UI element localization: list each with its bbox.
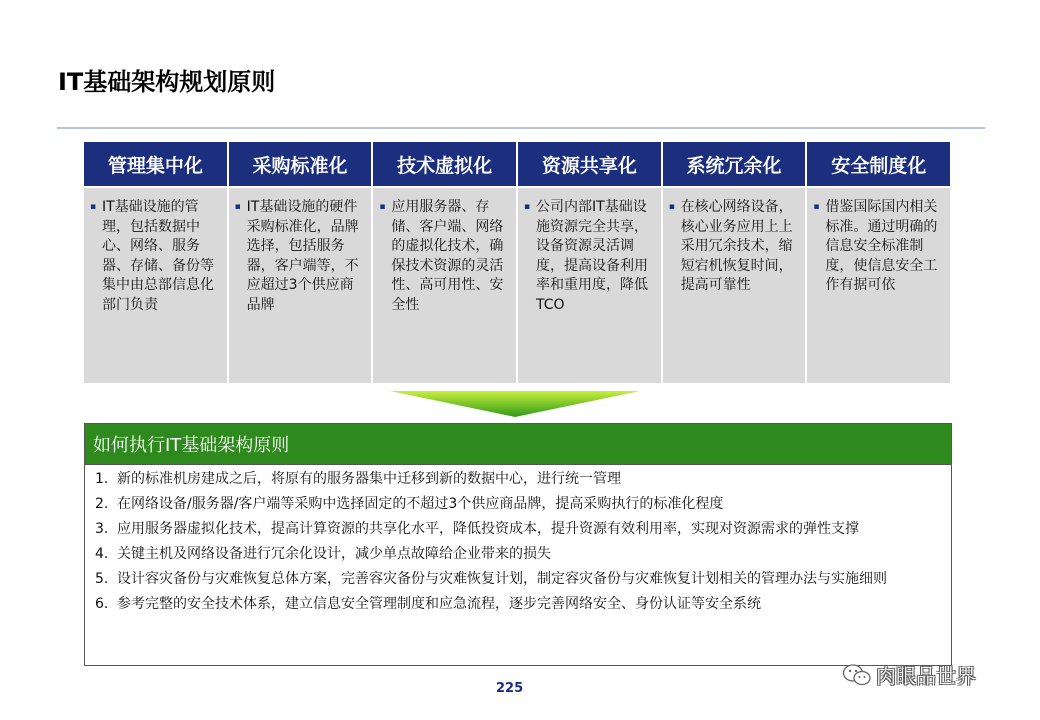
principle-column bbox=[373, 142, 516, 383]
principle-header: 技术虚拟化 bbox=[373, 142, 516, 186]
step-item bbox=[95, 545, 941, 564]
steps-list bbox=[85, 465, 951, 614]
how-to-title: 如何执行IT基础架构原则 bbox=[85, 424, 951, 465]
step-item bbox=[95, 470, 941, 489]
principle-body bbox=[663, 188, 806, 383]
principle-text: 借鉴国际国内相关标准。通过明确的信息安全标准制度，使信息安全工作有据可依 bbox=[825, 199, 938, 293]
bullet-icon: ▪ bbox=[379, 202, 386, 212]
principle-body bbox=[373, 188, 516, 383]
step-number: 5. bbox=[95, 571, 109, 587]
step-number: 4. bbox=[95, 546, 109, 562]
principle-body bbox=[807, 188, 950, 383]
principle-text: 公司内部IT基础设施资源完全共享，设备资源灵活调度，提高设备利用率和重用度，降低TCO bbox=[536, 199, 649, 313]
bullet-icon: ▪ bbox=[813, 202, 820, 212]
step-text: 应用服务器虚拟化技术，提高计算资源的共享化水平，降低投资成本，提升资源有效利用率，实现对资源需求的弹性支撑 bbox=[117, 521, 859, 537]
principle-column bbox=[807, 142, 950, 383]
principle-header: 资源共享化 bbox=[518, 142, 661, 186]
principle-text: IT基础设施的硬件采购标准化，品牌选择，包括服务器，客户端等，不应超过3个供应商品牌 bbox=[246, 199, 359, 313]
step-number: 6. bbox=[95, 596, 109, 612]
principle-body bbox=[84, 188, 227, 383]
step-text: 设计容灾备份与灾难恢复总体方案，完善容灾备份与灾难恢复计划，制定容灾备份与灾难恢复计划相关的管理办法与实施细则 bbox=[117, 571, 887, 587]
step-item bbox=[95, 520, 941, 539]
down-arrow-icon bbox=[390, 391, 640, 417]
step-text: 在网络设备/服务器/客户端等采购中选择固定的不超过3个供应商品牌，提高采购执行的标准化程度 bbox=[117, 496, 724, 512]
bullet-icon: ▪ bbox=[524, 202, 531, 212]
step-number: 3. bbox=[95, 521, 109, 537]
step-number: 1. bbox=[95, 471, 109, 487]
principle-text: IT基础设施的管理，包括数据中心、网络、服务器、存储、备份等集中由总部信息化部门负责 bbox=[102, 199, 214, 313]
step-number: 2. bbox=[95, 496, 109, 512]
watermark-text: 肉眼品世界 bbox=[876, 664, 976, 688]
principle-body bbox=[518, 188, 661, 383]
step-item bbox=[95, 595, 941, 614]
step-item bbox=[95, 570, 941, 589]
principle-column bbox=[229, 142, 372, 383]
step-text: 参考完整的安全技术体系，建立信息安全管理制度和应急流程，逐步完善网络安全、身份认证等安全系统 bbox=[117, 596, 761, 612]
page-title: IT基础架构规划原则 bbox=[58, 68, 276, 96]
how-to-box bbox=[84, 423, 952, 666]
principle-column bbox=[518, 142, 661, 383]
wechat-icon bbox=[842, 663, 872, 687]
step-text: 关键主机及网络设备进行冗余化设计，减少单点故障给企业带来的损失 bbox=[117, 546, 551, 562]
bullet-icon: ▪ bbox=[90, 202, 97, 212]
watermark bbox=[842, 660, 976, 689]
principle-header: 采购标准化 bbox=[229, 142, 372, 186]
page-number: 225 bbox=[496, 681, 524, 696]
bullet-icon: ▪ bbox=[668, 202, 675, 212]
principles-grid bbox=[84, 142, 950, 383]
principle-header: 系统冗余化 bbox=[663, 142, 806, 186]
principle-header: 管理集中化 bbox=[84, 142, 227, 186]
principle-text: 应用服务器、存储、客户端、网络的虚拟化技术，确保技术资源的灵活性、高可用性、安全性 bbox=[391, 199, 504, 313]
step-text: 新的标准机房建成之后，将原有的服务器集中迁移到新的数据中心，进行统一管理 bbox=[117, 471, 621, 487]
principle-column bbox=[84, 142, 227, 383]
principle-text: 在核心网络设备，核心业务应用上上采用冗余技术，缩短宕机恢复时间，提高可靠性 bbox=[680, 199, 793, 293]
principle-body bbox=[229, 188, 372, 383]
principle-header: 安全制度化 bbox=[807, 142, 950, 186]
title-divider bbox=[57, 127, 985, 129]
bullet-icon: ▪ bbox=[234, 202, 241, 212]
principle-column bbox=[663, 142, 806, 383]
step-item bbox=[95, 495, 941, 514]
